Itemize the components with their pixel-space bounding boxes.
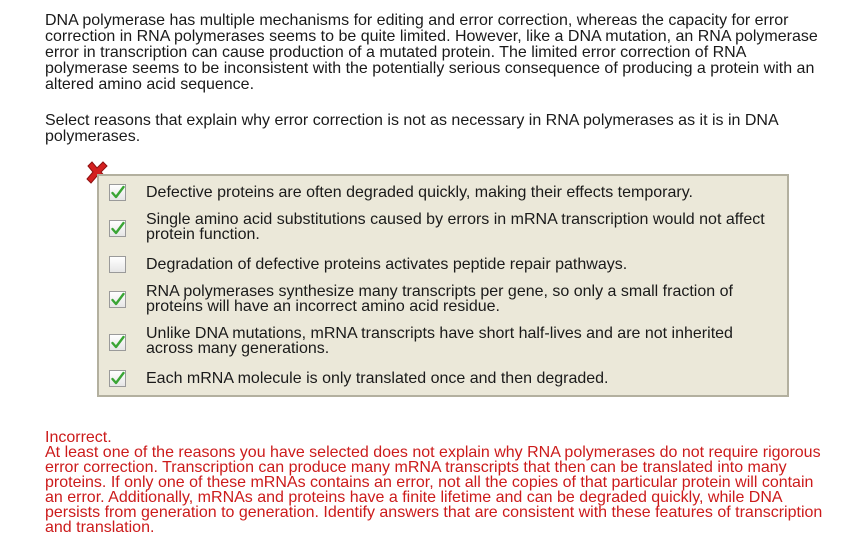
checkmark-icon [111, 371, 125, 386]
choice-label: Degradation of defective proteins activates peptide repair pathways. [146, 256, 628, 273]
checkbox[interactable] [109, 291, 126, 308]
choice-label: Unlike DNA mutations, mRNA transcripts have short half-lives and are not inherited across many generations. [146, 325, 733, 357]
checkbox[interactable] [109, 334, 126, 351]
checkbox[interactable] [109, 256, 126, 273]
feedback-message [45, 430, 830, 535]
feedback-title: Incorrect. [45, 429, 112, 446]
intro-paragraph: DNA polymerase has multiple mechanisms for editing and error correction, whereas the capacity for error correction in RNA polymerases seems to be quite limited. However, like a DNA mutation, an RNA polymerase error in transcription can cause production of a mutated protein. The limited error correction of RNA polymerase seems to be inconsistent with the potentially serious consequence of producing a protein with an altered amino acid sequence. [45, 12, 818, 93]
checkmark-icon [111, 335, 125, 350]
checkbox[interactable] [109, 220, 126, 237]
answer-choices-panel [97, 174, 789, 397]
choice-label: Defective proteins are often degraded quickly, making their effects temporary. [146, 184, 693, 201]
checkmark-icon [111, 292, 125, 307]
feedback-body: At least one of the reasons you have selected does not explain why RNA polymerases do not require rigorous error correction. Transcription can produce many mRNA transcripts that then can be translated into many proteins. If only one of these mRNAs contains an error, not all the copies of that particular protein will contain an error. Additionally, mRNAs and proteins have a finite lifetime and can be degraded quickly, while DNA persists from generation to generation. Identify answers that are consistent with these features of transcription and translation. [45, 444, 823, 536]
checkbox[interactable] [109, 184, 126, 201]
checkmark-icon [111, 221, 125, 236]
checkmark-icon [111, 185, 125, 200]
choice-label: Single amino acid substitutions caused by errors in mRNA transcription would not affect protein function. [146, 211, 765, 243]
checkbox[interactable] [109, 370, 126, 387]
choice-label: Each mRNA molecule is only translated once and then degraded. [146, 370, 609, 387]
question-prompt: Select reasons that explain why error correction is not as necessary in RNA polymerases as it is in DNA polymerases. [45, 112, 778, 145]
choice-label: RNA polymerases synthesize many transcripts per gene, so only a small fraction of proteins will have an incorrect amino acid residue. [146, 283, 733, 315]
